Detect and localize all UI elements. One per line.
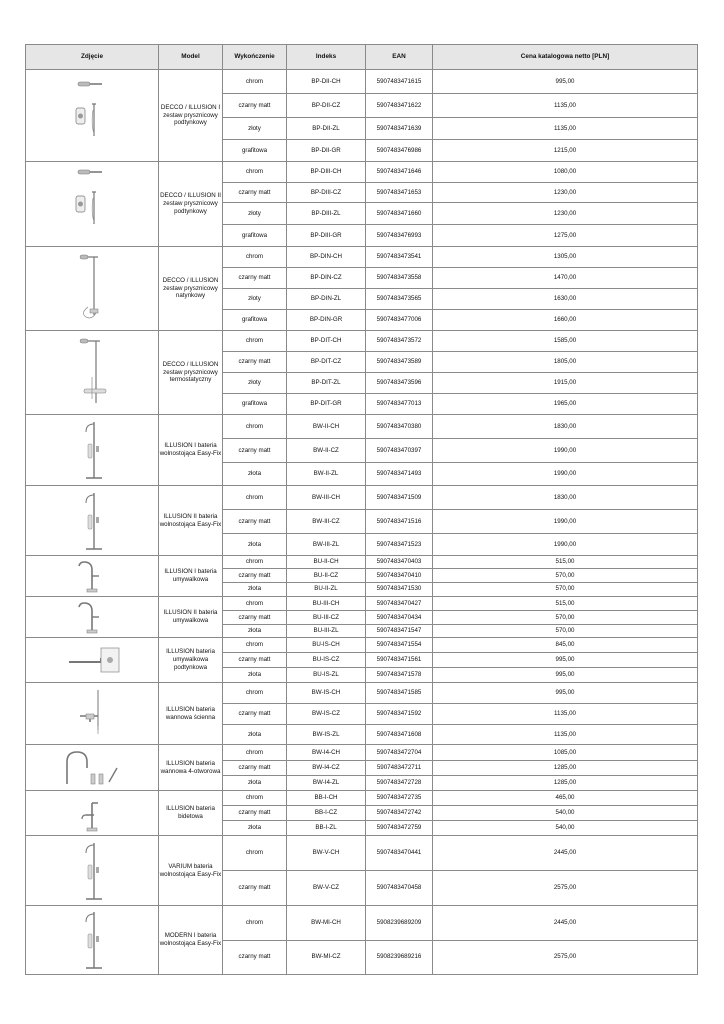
product-photo xyxy=(26,791,159,836)
model-name: DECCO / ILLUSION II zestaw prysznicowy podtynkowy xyxy=(159,162,223,247)
index-cell: BW-II-CH xyxy=(287,415,366,439)
finish-cell: złota xyxy=(223,534,287,556)
price-cell: 1135,00 xyxy=(433,704,698,725)
column-header-index: Indeks xyxy=(287,45,366,70)
finish-cell: złoty xyxy=(223,289,287,310)
finish-cell: czarny matt xyxy=(223,510,287,534)
finish-cell: grafitowa xyxy=(223,225,287,247)
table-row xyxy=(26,906,698,941)
ean-cell: 5908239689209 xyxy=(366,906,433,941)
index-cell: BW-II-CZ xyxy=(287,439,366,463)
ean-cell: 5907483470380 xyxy=(366,415,433,439)
model-name: ILLUSION bateria wannowa ścienna xyxy=(159,683,223,745)
ean-cell: 5907483472759 xyxy=(366,821,433,836)
price-cell: 2445,00 xyxy=(433,836,698,871)
finish-cell: chrom xyxy=(223,745,287,761)
finish-cell: chrom xyxy=(223,331,287,352)
price-cell: 1135,00 xyxy=(433,94,698,118)
price-cell: 540,00 xyxy=(433,821,698,836)
index-cell: BP-DIII-GR xyxy=(287,225,366,247)
price-cell: 1285,00 xyxy=(433,761,698,776)
ean-cell: 5907483471493 xyxy=(366,463,433,486)
finish-cell: chrom xyxy=(223,906,287,941)
freestanding-faucet-icon xyxy=(26,487,158,555)
table-row xyxy=(26,162,698,183)
table-row xyxy=(26,597,698,611)
ean-cell: 5907483470427 xyxy=(366,597,433,611)
index-cell: BP-DIII-CH xyxy=(287,162,366,183)
index-cell: BW-II-ZL xyxy=(287,463,366,486)
index-cell: BU-III-CH xyxy=(287,597,366,611)
price-cell: 2575,00 xyxy=(433,940,698,975)
index-cell: BP-DIN-CZ xyxy=(287,268,366,289)
finish-cell: złota xyxy=(223,625,287,638)
index-cell: BW-IS-CZ xyxy=(287,704,366,725)
table-row xyxy=(26,638,698,653)
finish-cell: czarny matt xyxy=(223,653,287,668)
index-cell: BU-II-ZL xyxy=(287,582,366,596)
finish-cell: chrom xyxy=(223,638,287,653)
ean-cell: 5907483471578 xyxy=(366,668,433,683)
index-cell: BW-III-CH xyxy=(287,486,366,510)
table-header-row xyxy=(26,45,698,70)
index-cell: BW-IS-ZL xyxy=(287,725,366,745)
price-cell: 1660,00 xyxy=(433,310,698,331)
price-cell: 1085,00 xyxy=(433,745,698,761)
ean-cell: 5907483471639 xyxy=(366,118,433,140)
freestanding-faucet-icon xyxy=(26,416,158,484)
ean-cell: 5907483471646 xyxy=(366,162,433,183)
ean-cell: 5907483471608 xyxy=(366,725,433,745)
index-cell: BU-IS-ZL xyxy=(287,668,366,683)
price-cell: 1275,00 xyxy=(433,225,698,247)
product-photo xyxy=(26,486,159,556)
price-cell: 570,00 xyxy=(433,569,698,582)
price-cell: 570,00 xyxy=(433,582,698,596)
index-cell: BB-I-CH xyxy=(287,791,366,806)
ean-cell: 5907483476993 xyxy=(366,225,433,247)
finish-cell: chrom xyxy=(223,683,287,704)
index-cell: BB-I-ZL xyxy=(287,821,366,836)
ean-cell: 5907483471547 xyxy=(366,625,433,638)
ean-cell: 5907483472735 xyxy=(366,791,433,806)
model-name: VARIUM bateria wolnostojąca Easy-Fix xyxy=(159,836,223,906)
ean-cell: 5907483470434 xyxy=(366,611,433,625)
index-cell: BP-DIII-ZL xyxy=(287,203,366,225)
ean-cell: 5907483473558 xyxy=(366,268,433,289)
basin-faucet-icon xyxy=(26,556,158,596)
product-photo xyxy=(26,638,159,683)
ean-cell: 5907483471554 xyxy=(366,638,433,653)
price-cell: 1915,00 xyxy=(433,373,698,394)
finish-cell: chrom xyxy=(223,486,287,510)
finish-cell: chrom xyxy=(223,70,287,94)
ean-cell: 5907483473589 xyxy=(366,352,433,373)
table-row xyxy=(26,415,698,439)
ean-cell: 5907483472728 xyxy=(366,776,433,791)
table-row xyxy=(26,836,698,871)
price-cell: 1805,00 xyxy=(433,352,698,373)
index-cell: BU-II-CZ xyxy=(287,569,366,582)
ean-cell: 5907483471615 xyxy=(366,70,433,94)
finish-cell: czarny matt xyxy=(223,940,287,975)
product-photo xyxy=(26,247,159,331)
finish-cell: czarny matt xyxy=(223,94,287,118)
ean-cell: 5907483473596 xyxy=(366,373,433,394)
model-name: ILLUSION I bateria umywalkowa xyxy=(159,556,223,597)
finish-cell: czarny matt xyxy=(223,806,287,821)
finish-cell: chrom xyxy=(223,791,287,806)
ean-cell: 5907483471561 xyxy=(366,653,433,668)
ean-cell: 5907483473541 xyxy=(366,247,433,268)
finish-cell: czarny matt xyxy=(223,182,287,203)
finish-cell: chrom xyxy=(223,836,287,871)
index-cell: BW-III-ZL xyxy=(287,534,366,556)
finish-cell: czarny matt xyxy=(223,569,287,582)
price-cell: 540,00 xyxy=(433,806,698,821)
finish-cell: złoty xyxy=(223,373,287,394)
price-cell: 1470,00 xyxy=(433,268,698,289)
finish-cell: złota xyxy=(223,725,287,745)
table-row xyxy=(26,683,698,704)
price-cell: 1630,00 xyxy=(433,289,698,310)
finish-cell: złota xyxy=(223,821,287,836)
index-cell: BP-DIT-CZ xyxy=(287,352,366,373)
index-cell: BP-DIN-CH xyxy=(287,247,366,268)
ean-cell: 5907483471660 xyxy=(366,203,433,225)
index-cell: BW-I4-ZL xyxy=(287,776,366,791)
finish-cell: chrom xyxy=(223,247,287,268)
finish-cell: złoty xyxy=(223,118,287,140)
price-cell: 465,00 xyxy=(433,791,698,806)
price-cell: 1990,00 xyxy=(433,510,698,534)
column-header-ean: EAN xyxy=(366,45,433,70)
price-cell: 1135,00 xyxy=(433,725,698,745)
thermostatic-shower-set-icon xyxy=(26,333,158,413)
price-cell: 1990,00 xyxy=(433,439,698,463)
freestanding-faucet-icon xyxy=(26,837,158,905)
index-cell: BW-V-CH xyxy=(287,836,366,871)
index-cell: BU-III-ZL xyxy=(287,625,366,638)
model-name: ILLUSION bateria umywalkowa podtynkowa xyxy=(159,638,223,683)
ean-cell: 5907483473572 xyxy=(366,331,433,352)
product-photo xyxy=(26,683,159,745)
ean-cell: 5907483477006 xyxy=(366,310,433,331)
ean-cell: 5907483470441 xyxy=(366,836,433,871)
ean-cell: 5907483470410 xyxy=(366,569,433,582)
index-cell: BW-III-CZ xyxy=(287,510,366,534)
price-cell: 1080,00 xyxy=(433,162,698,183)
index-cell: BW-MI-CZ xyxy=(287,940,366,975)
finish-cell: czarny matt xyxy=(223,439,287,463)
finish-cell: chrom xyxy=(223,556,287,569)
index-cell: BP-DIT-CH xyxy=(287,331,366,352)
price-cell: 1990,00 xyxy=(433,534,698,556)
ean-cell: 5907483472711 xyxy=(366,761,433,776)
ean-cell: 5907483470397 xyxy=(366,439,433,463)
ean-cell: 5907483472704 xyxy=(366,745,433,761)
price-cell: 995,00 xyxy=(433,683,698,704)
price-cell: 995,00 xyxy=(433,653,698,668)
finish-cell: czarny matt xyxy=(223,761,287,776)
finish-cell: złota xyxy=(223,582,287,596)
surface-shower-set-icon xyxy=(26,249,158,329)
product-photo xyxy=(26,70,159,162)
ean-cell: 5907483477013 xyxy=(366,394,433,415)
product-photo xyxy=(26,906,159,975)
index-cell: BU-II-CH xyxy=(287,556,366,569)
price-cell: 2445,00 xyxy=(433,906,698,941)
model-name: DECCO / ILLUSION zestaw prysznicowy natynkowy xyxy=(159,247,223,331)
model-name: ILLUSION I bateria wolnostojąca Easy-Fix xyxy=(159,415,223,486)
model-name: DECCO / ILLUSION zestaw prysznicowy termostatyczny xyxy=(159,331,223,415)
ean-cell: 5908239689216 xyxy=(366,940,433,975)
ean-cell: 5907483471516 xyxy=(366,510,433,534)
concealed-shower-set-icon xyxy=(26,162,158,246)
product-photo xyxy=(26,415,159,486)
table-row xyxy=(26,70,698,94)
index-cell: BU-III-CZ xyxy=(287,611,366,625)
ean-cell: 5907483471622 xyxy=(366,94,433,118)
product-photo xyxy=(26,162,159,247)
price-cell: 995,00 xyxy=(433,668,698,683)
column-header-price: Cena katalogowa netto [PLN] xyxy=(433,45,698,70)
price-cell: 2575,00 xyxy=(433,871,698,906)
price-table-body xyxy=(26,70,698,975)
finish-cell: złota xyxy=(223,668,287,683)
table-row xyxy=(26,247,698,268)
finish-cell: chrom xyxy=(223,162,287,183)
index-cell: BW-I4-CH xyxy=(287,745,366,761)
price-cell: 570,00 xyxy=(433,611,698,625)
four-hole-bath-faucet-icon xyxy=(26,748,158,788)
price-cell: 1285,00 xyxy=(433,776,698,791)
index-cell: BB-I-CZ xyxy=(287,806,366,821)
product-photo xyxy=(26,331,159,415)
finish-cell: grafitowa xyxy=(223,394,287,415)
finish-cell: czarny matt xyxy=(223,611,287,625)
index-cell: BP-DII-CH xyxy=(287,70,366,94)
table-row xyxy=(26,486,698,510)
index-cell: BP-DIII-CZ xyxy=(287,182,366,203)
product-photo xyxy=(26,597,159,638)
table-row xyxy=(26,791,698,806)
table-row xyxy=(26,745,698,761)
price-cell: 1830,00 xyxy=(433,486,698,510)
product-photo xyxy=(26,556,159,597)
model-name: ILLUSION II bateria wolnostojąca Easy-Fix xyxy=(159,486,223,556)
index-cell: BU-IS-CH xyxy=(287,638,366,653)
column-header-model: Model xyxy=(159,45,223,70)
ean-cell: 5907483471592 xyxy=(366,704,433,725)
finish-cell: grafitowa xyxy=(223,140,287,162)
finish-cell: czarny matt xyxy=(223,871,287,906)
ean-cell: 5907483471653 xyxy=(366,182,433,203)
index-cell: BW-MI-CH xyxy=(287,906,366,941)
price-table xyxy=(25,44,698,975)
price-cell: 515,00 xyxy=(433,597,698,611)
price-cell: 1230,00 xyxy=(433,182,698,203)
price-cell: 570,00 xyxy=(433,625,698,638)
model-name: DECCO / ILLUSION I zestaw prysznicowy podtynkowy xyxy=(159,70,223,162)
index-cell: BP-DIN-ZL xyxy=(287,289,366,310)
finish-cell: czarny matt xyxy=(223,268,287,289)
table-row xyxy=(26,556,698,569)
ean-cell: 5907483471530 xyxy=(366,582,433,596)
ean-cell: 5907483470458 xyxy=(366,871,433,906)
index-cell: BU-IS-CZ xyxy=(287,653,366,668)
bidet-faucet-icon xyxy=(26,793,158,833)
ean-cell: 5907483471509 xyxy=(366,486,433,510)
index-cell: BP-DII-GR xyxy=(287,140,366,162)
price-cell: 845,00 xyxy=(433,638,698,653)
model-name: MODERN I bateria wolnostojąca Easy-Fix xyxy=(159,906,223,975)
wall-bath-faucet-icon xyxy=(26,686,158,742)
wall-basin-faucet-icon xyxy=(26,640,158,680)
finish-cell: czarny matt xyxy=(223,352,287,373)
concealed-shower-set-icon xyxy=(26,74,158,158)
index-cell: BW-I4-CZ xyxy=(287,761,366,776)
ean-cell: 5907483470403 xyxy=(366,556,433,569)
product-photo xyxy=(26,745,159,791)
ean-cell: 5907483471523 xyxy=(366,534,433,556)
price-cell: 1585,00 xyxy=(433,331,698,352)
model-name: ILLUSION II bateria umywalkowa xyxy=(159,597,223,638)
price-cell: 1305,00 xyxy=(433,247,698,268)
finish-cell: chrom xyxy=(223,415,287,439)
price-cell: 1965,00 xyxy=(433,394,698,415)
product-photo xyxy=(26,836,159,906)
column-header-finish: Wykończenie xyxy=(223,45,287,70)
finish-cell: złota xyxy=(223,776,287,791)
index-cell: BP-DIT-GR xyxy=(287,394,366,415)
model-name: ILLUSION bateria wannowa 4-otworowa xyxy=(159,745,223,791)
price-cell: 995,00 xyxy=(433,70,698,94)
finish-cell: czarny matt xyxy=(223,704,287,725)
ean-cell: 5907483476986 xyxy=(366,140,433,162)
index-cell: BW-IS-CH xyxy=(287,683,366,704)
index-cell: BP-DII-ZL xyxy=(287,118,366,140)
index-cell: BP-DIN-GR xyxy=(287,310,366,331)
table-row xyxy=(26,331,698,352)
ean-cell: 5907483473565 xyxy=(366,289,433,310)
model-name: ILLUSION bateria bidetowa xyxy=(159,791,223,836)
ean-cell: 5907483471585 xyxy=(366,683,433,704)
finish-cell: złota xyxy=(223,463,287,486)
freestanding-faucet-icon xyxy=(26,906,158,974)
index-cell: BP-DIT-ZL xyxy=(287,373,366,394)
price-cell: 1830,00 xyxy=(433,415,698,439)
price-cell: 1135,00 xyxy=(433,118,698,140)
finish-cell: grafitowa xyxy=(223,310,287,331)
price-cell: 515,00 xyxy=(433,556,698,569)
finish-cell: chrom xyxy=(223,597,287,611)
price-cell: 1230,00 xyxy=(433,203,698,225)
price-cell: 1215,00 xyxy=(433,140,698,162)
index-cell: BW-V-CZ xyxy=(287,871,366,906)
index-cell: BP-DII-CZ xyxy=(287,94,366,118)
basin-faucet-icon xyxy=(26,597,158,637)
finish-cell: złoty xyxy=(223,203,287,225)
ean-cell: 5907483472742 xyxy=(366,806,433,821)
price-cell: 1990,00 xyxy=(433,463,698,486)
column-header-photo: Zdjęcie xyxy=(26,45,159,70)
